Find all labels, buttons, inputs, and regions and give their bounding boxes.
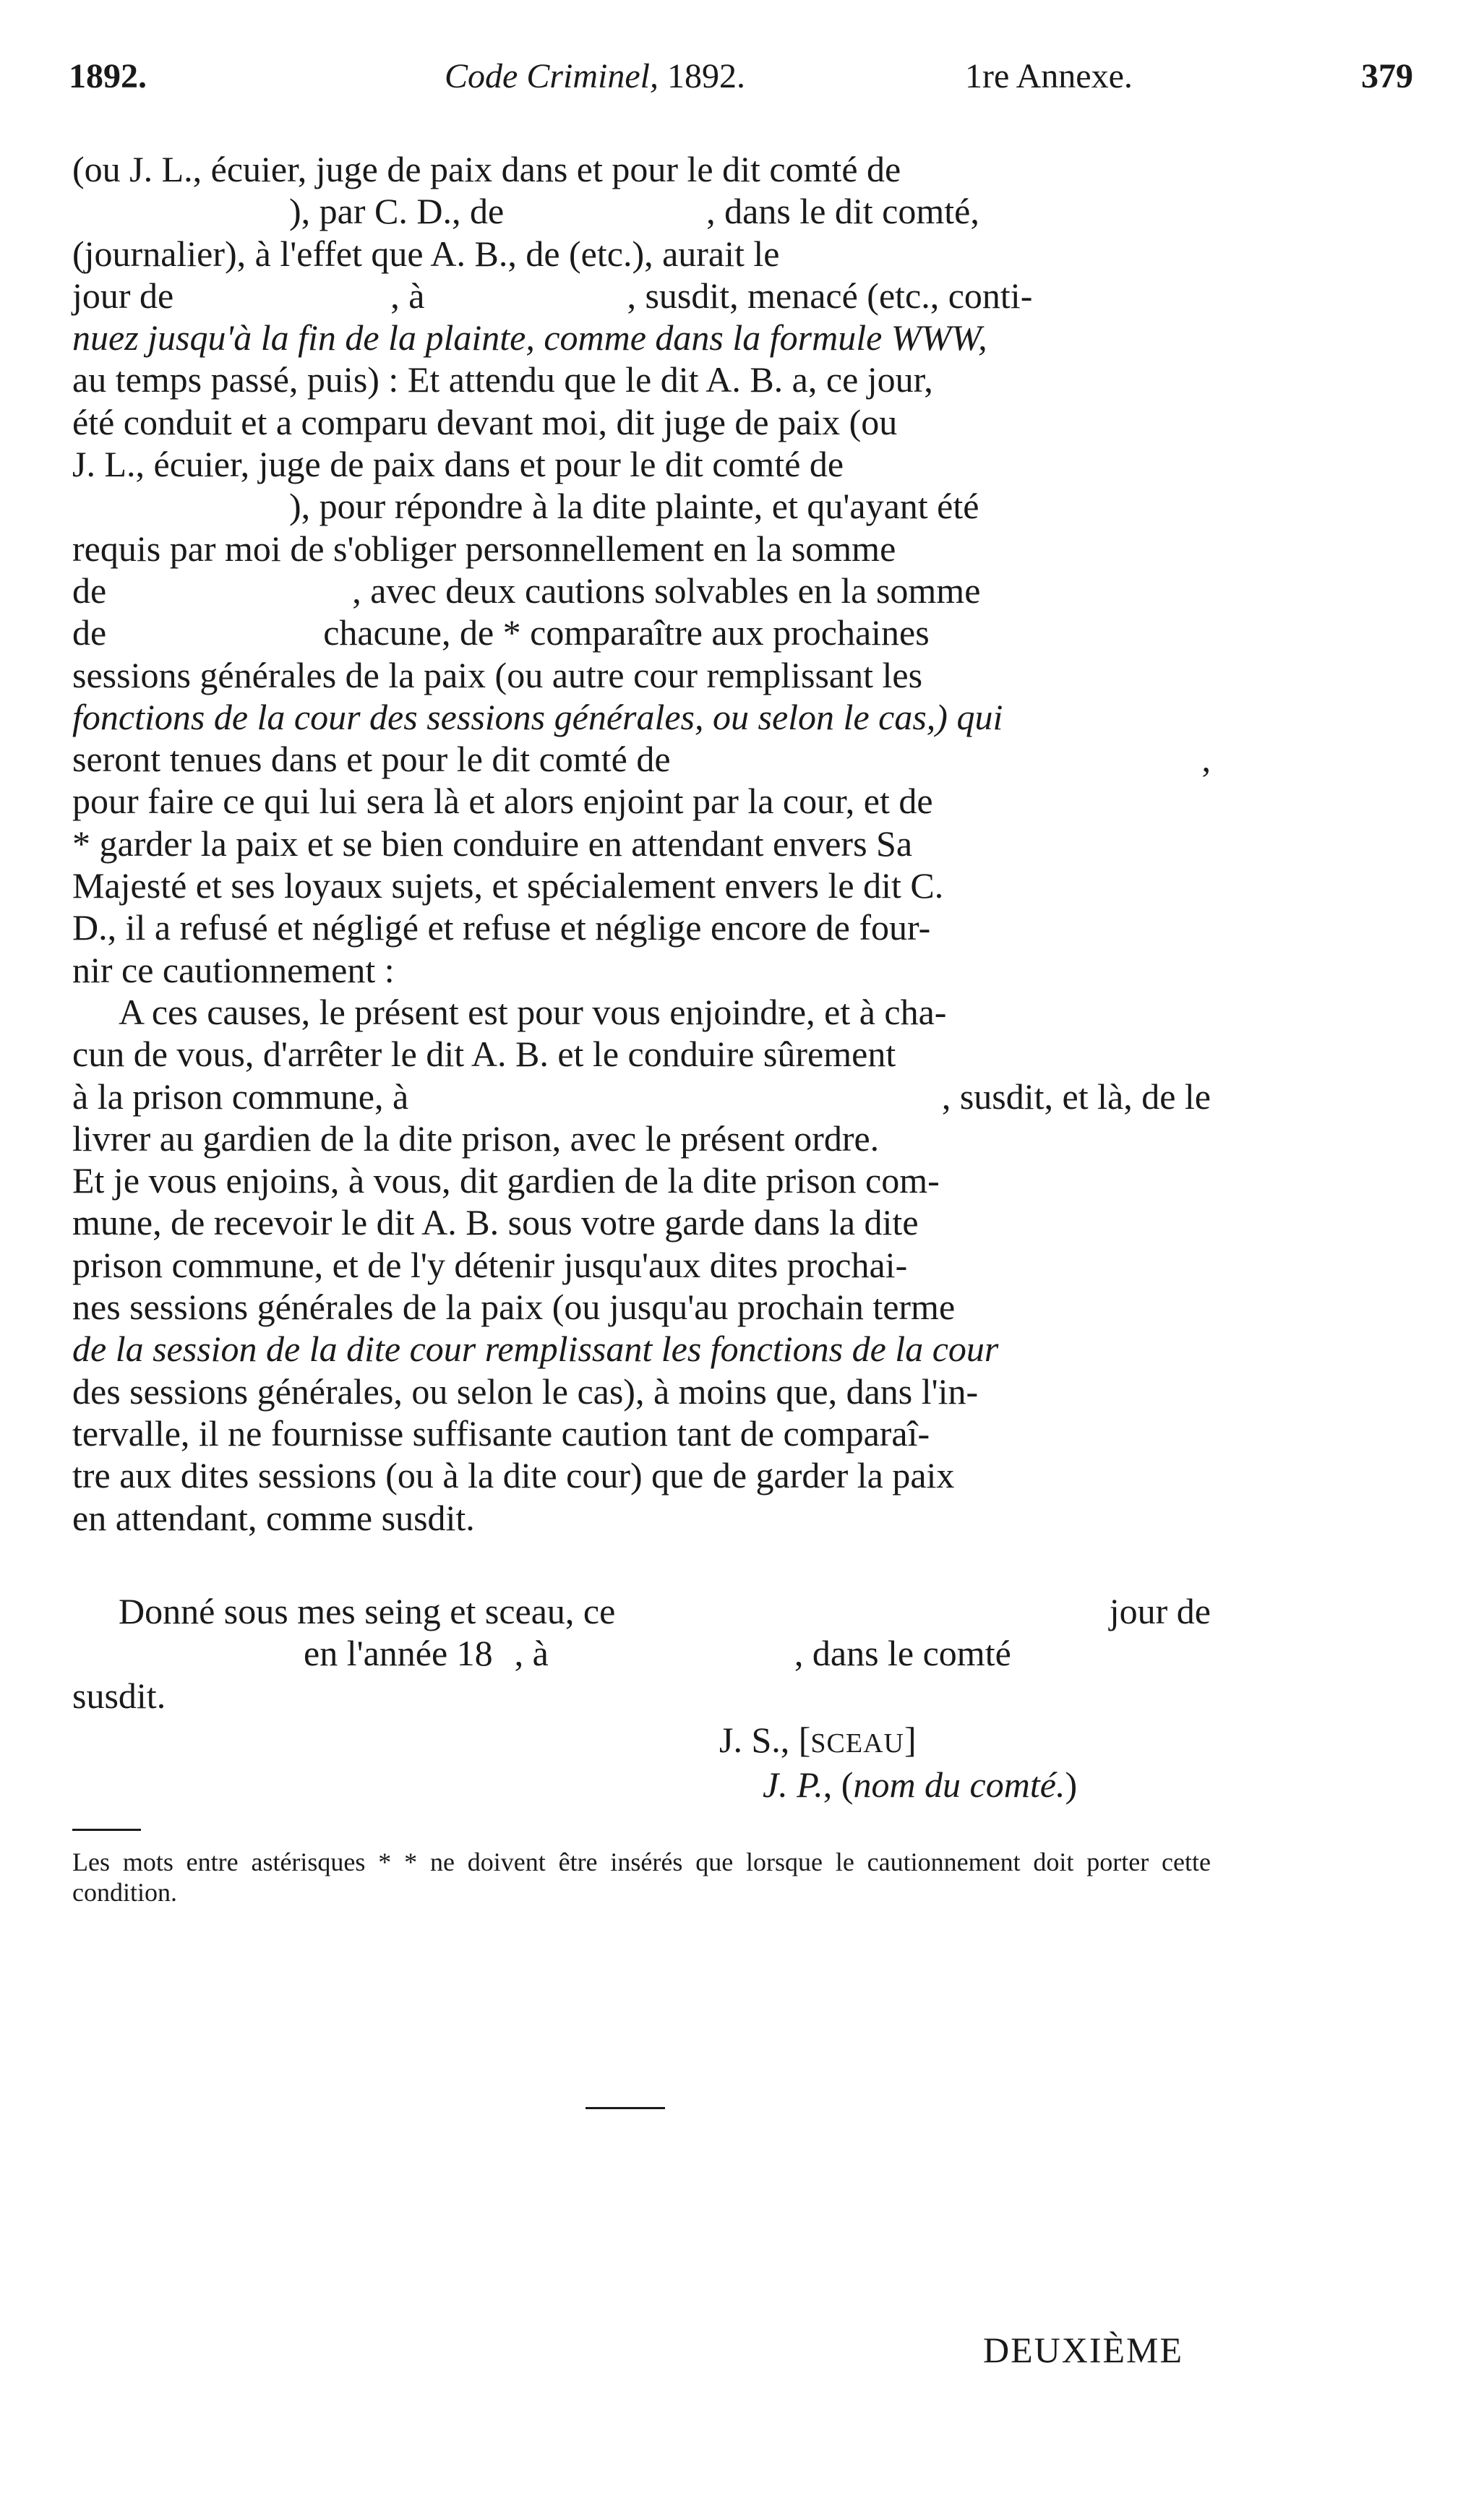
closing-block bbox=[72, 1590, 1211, 1717]
section-divider bbox=[586, 2107, 665, 2109]
signature-name: J. S., [SCEAU] bbox=[719, 1720, 917, 1760]
body-line: requis par moi de s'obliger personnellement en la somme bbox=[72, 528, 896, 569]
body-line: nes sessions générales de la paix (ou jusqu'au prochain terme bbox=[72, 1287, 956, 1328]
body-line: livrer au gardien de la dite prison, avec le présent ordre. bbox=[72, 1117, 880, 1159]
page-header bbox=[69, 56, 1413, 107]
body-line: (journalier), à l'effet que A. B., de (etc.), aurait le bbox=[72, 233, 780, 274]
body-line: tervalle, il ne fournisse suffisante caution tant de comparaî- bbox=[72, 1412, 930, 1454]
body-line: cun de vous, d'arrêter le dit A. B. et le conduire sûrement bbox=[72, 1034, 896, 1075]
body-line: de , avec deux cautions solvables en la somme bbox=[72, 570, 981, 611]
body-line: fonctions de la cour des sessions générales, ou selon le cas,) qui bbox=[72, 696, 1003, 737]
header-title-italic: Code Criminel, bbox=[445, 57, 659, 95]
body-line: Majesté et ses loyaux sujets, et spécialement envers le dit C. bbox=[72, 865, 944, 906]
body-line: nir ce cautionnement : bbox=[72, 949, 395, 990]
body-line: J. L., écuier, juge de paix dans et pour le dit comté de bbox=[72, 444, 844, 485]
body-line: prison commune, et de l'y détenir jusqu'aux dites prochai- bbox=[72, 1244, 908, 1285]
body-line: tre aux dites sessions (ou à la dite cour) que de garder la paix bbox=[72, 1455, 955, 1496]
body-line: * garder la paix et se bien conduire en attendant envers Sa bbox=[72, 823, 913, 864]
body-line: de la session de la dite cour remplissant les fonctions de la cour bbox=[72, 1329, 999, 1370]
body-line: nuez jusqu'à la fin de la plainte, comme dans la formule WWW, bbox=[72, 317, 987, 359]
seal-label: SCEAU bbox=[810, 1728, 904, 1759]
closing-line: en l'année 18 , à , dans le comté bbox=[304, 1633, 1011, 1674]
body-line: jour de , à , susdit, menacé (etc., conti- bbox=[72, 275, 1033, 316]
body-line: en attendant, comme susdit. bbox=[72, 1497, 475, 1538]
header-title-year: 1892. bbox=[659, 57, 745, 95]
body-line: ), pour répondre à la dite plainte, et qu'ayant été bbox=[289, 486, 979, 527]
header-title bbox=[445, 56, 745, 96]
body-line: sessions générales de la paix (ou autre cour remplissant les bbox=[72, 654, 923, 695]
page-number: 379 bbox=[1361, 57, 1413, 95]
body-text bbox=[72, 148, 1211, 1539]
catchword: DEUXIÈME bbox=[983, 2330, 1184, 2370]
header-annex: 1re Annexe. bbox=[965, 57, 1133, 95]
body-line: au temps passé, puis) : Et attendu que le dit A. B. a, ce jour, bbox=[72, 359, 933, 400]
body-line: Et je vous enjoins, à vous, dit gardien de la dite prison com- bbox=[72, 1160, 940, 1201]
header-year: 1892. bbox=[69, 57, 147, 95]
signature-jp: J. P., (nom du comté.) bbox=[763, 1764, 1078, 1805]
body-line: A ces causes, le présent est pour vous enjoindre, et à cha- bbox=[119, 991, 947, 1032]
body-line: seront tenues dans et pour le dit comté de , bbox=[72, 739, 1211, 780]
body-line: à la prison commune, à , susdit, et là, de le bbox=[72, 1076, 1211, 1117]
body-line: de chacune, de * comparaître aux prochaines bbox=[72, 612, 930, 653]
body-line: été conduit et a comparu devant moi, dit juge de paix (ou bbox=[72, 401, 898, 442]
body-line: pour faire ce qui lui sera là et alors enjoint par la cour, et de bbox=[72, 781, 933, 822]
body-line: (ou J. L., écuier, juge de paix dans et pour le dit comté de bbox=[72, 149, 901, 189]
body-line: mune, de recevoir le dit A. B. sous votre garde dans la dite bbox=[72, 1202, 919, 1243]
body-line: D., il a refusé et négligé et refuse et néglige encore de four- bbox=[72, 907, 931, 948]
body-line: ), par C. D., de , dans le dit comté, bbox=[289, 191, 979, 232]
footnote: Les mots entre astérisques * * ne doivent être insérés que lorsque le cautionnement doit porter cette condition. bbox=[72, 1848, 1211, 1907]
closing-line: Donné sous mes seing et sceau, ce jour de bbox=[119, 1591, 1211, 1631]
closing-line: susdit. bbox=[72, 1675, 166, 1716]
body-line: des sessions générales, ou selon le cas), à moins que, dans l'in- bbox=[72, 1370, 979, 1412]
footnote-rule bbox=[72, 1829, 141, 1831]
